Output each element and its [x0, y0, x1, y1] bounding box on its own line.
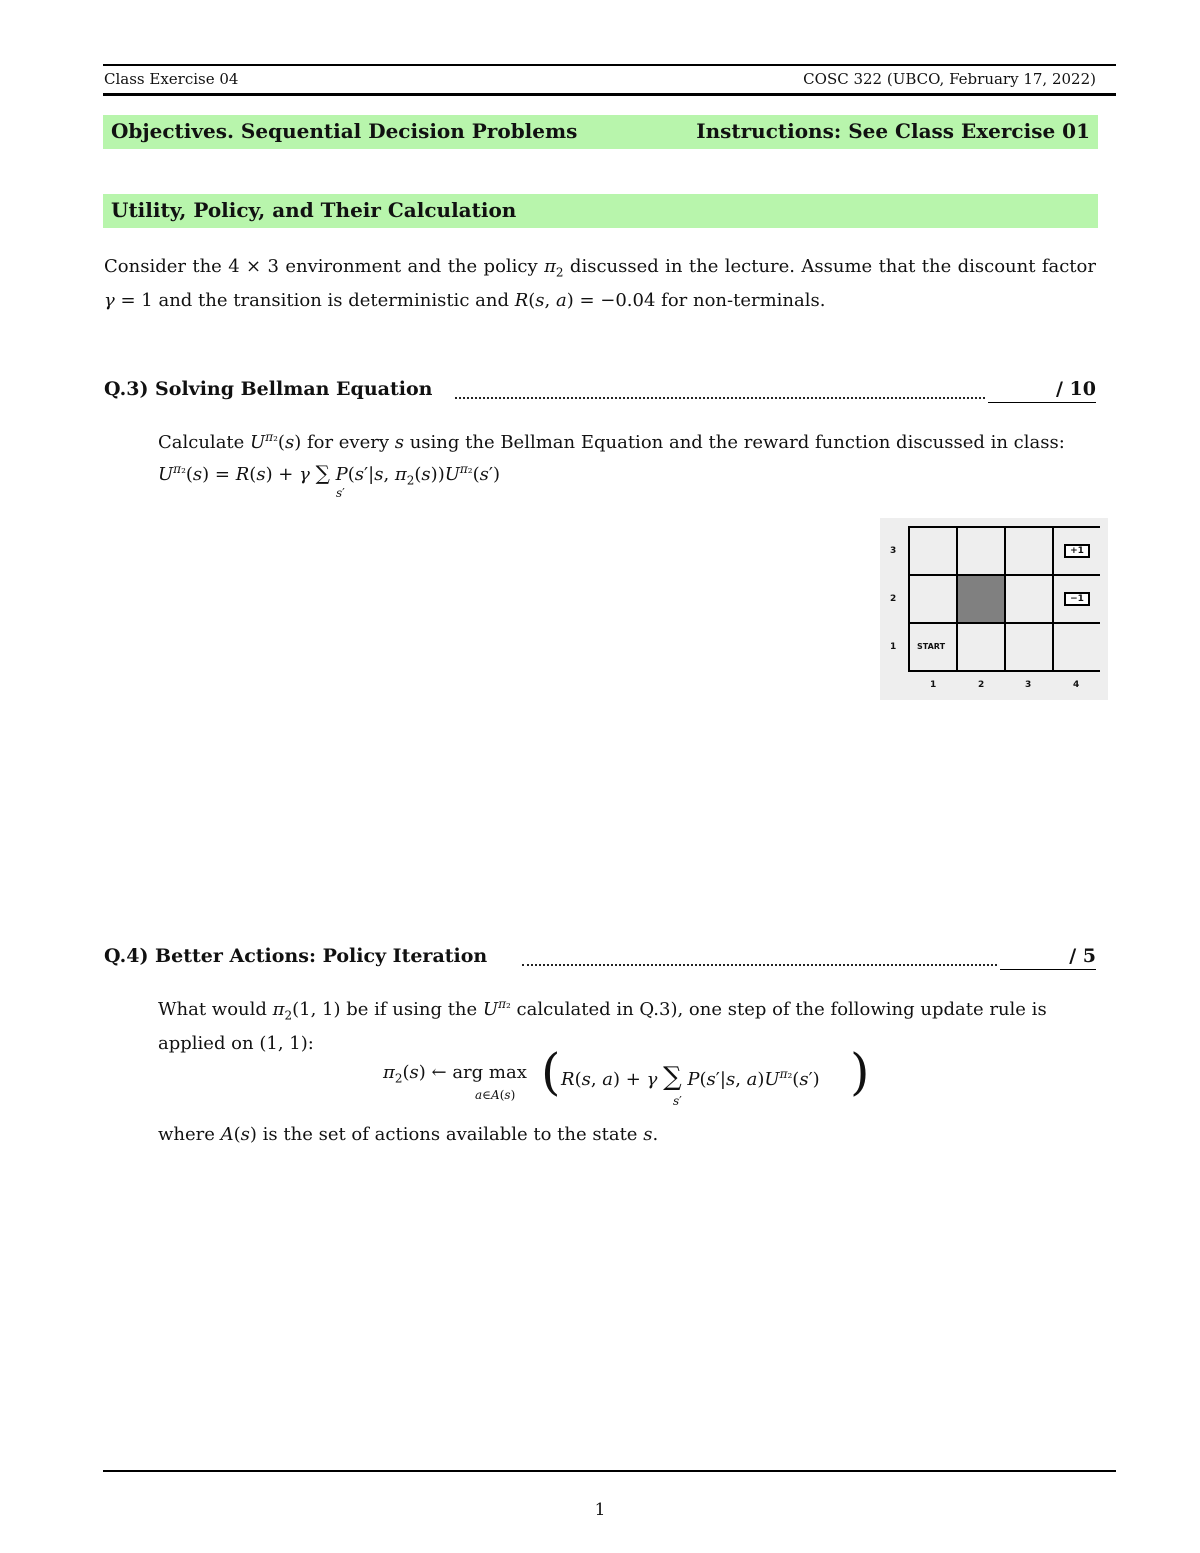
- intro-paragraph: [104, 253, 1096, 314]
- q3-title: Q.3) Solving Bellman Equation: [104, 378, 433, 400]
- minus-one-terminal: −1: [1064, 592, 1090, 606]
- grid-cell: [910, 528, 956, 574]
- section-title: Utility, Policy, and Their Calculation: [111, 198, 517, 222]
- header-bottom-rule: [103, 93, 1116, 96]
- grid-cell: [1006, 528, 1052, 574]
- col-label: 4: [1073, 680, 1080, 690]
- grid-cell: [910, 576, 956, 622]
- q4-title: Q.4) Better Actions: Policy Iteration: [104, 945, 488, 967]
- objectives-band: [103, 115, 1098, 149]
- plus-one-terminal: +1: [1064, 544, 1090, 558]
- intro-line-2: γ = 1 and the transition is deterministic and R(s, a) = −0.04 for non-terminals.: [104, 289, 826, 311]
- q3-prompt: Calculate $U^{\pi_2}(s)$ for every s using the Bellman Equation and the reward function discussed in class: $U^{\pi_2}(s) = R(s) + \gamma$ ∑ P(s′|s, $\pi_2(s))U^{\pi_2}(s')$ s′: [158, 424, 1096, 500]
- grid-cell: [1006, 624, 1052, 670]
- grid-cell: [958, 528, 1004, 574]
- pi2-symbol: $\pi_2$: [544, 256, 564, 280]
- q4-leader-dots: [522, 964, 997, 966]
- grid-cell-terminal-plus: [1054, 528, 1100, 574]
- q3-leader-dots: [455, 397, 985, 399]
- q4-prompt: What would $\pi_2(1$, 1) be if using the $U^{\pi_2}$ calculated in Q.3), one step of the following update rule is applied on (1, 1):: [158, 997, 1047, 1054]
- row-label: 2: [890, 594, 897, 604]
- instructions-text: Instructions: See Class Exercise 01: [696, 119, 1090, 143]
- grid-world-figure: [880, 518, 1108, 700]
- footer-rule: [103, 1470, 1116, 1472]
- grid-cell-start: [910, 624, 956, 670]
- header-right: COSC 322 (UBCO, February 17, 2022): [803, 70, 1096, 88]
- header-top-rule: [103, 64, 1116, 66]
- section-band: [103, 194, 1098, 228]
- grid-cell: [1054, 624, 1100, 670]
- grid-cell-wall: [958, 576, 1004, 622]
- intro-line-1: Consider the 4 × 3 environment and the policy $\pi_2$ discussed in the lecture. Assume that the discount factor: [104, 256, 1096, 280]
- start-label: START: [917, 642, 946, 651]
- q4-score: / 5: [1000, 945, 1096, 970]
- grid-cell: [1006, 576, 1052, 622]
- grid-cell-terminal-minus: [1054, 576, 1100, 622]
- bellman-equation: $U^{\pi_2}(s) = R(s) + \gamma$ ∑ P(s′|s, $\pi_2(s))U^{\pi_2}(s')$ s′: [158, 461, 500, 500]
- header-left: Class Exercise 04: [104, 70, 239, 88]
- grid-cell: [958, 624, 1004, 670]
- q3-score: / 10: [988, 378, 1096, 403]
- col-label: 2: [978, 680, 985, 690]
- q4-where-text: where A(s) is the set of actions available to the state s.: [158, 1124, 659, 1145]
- policy-update-equation: $\pi_2(s)$ ← arg max a∈A(s) ( R(s, a) + γ ∑ P(s′|s, $a)U^{\pi_2}(s')$ s′ ): [383, 1043, 870, 1108]
- row-label: 3: [890, 546, 897, 556]
- col-label: 3: [1025, 680, 1032, 690]
- row-label: 1: [890, 642, 897, 652]
- page-number: 1: [594, 1500, 606, 1520]
- objectives-text: Objectives. Sequential Decision Problems: [111, 119, 578, 143]
- col-label: 1: [930, 680, 937, 690]
